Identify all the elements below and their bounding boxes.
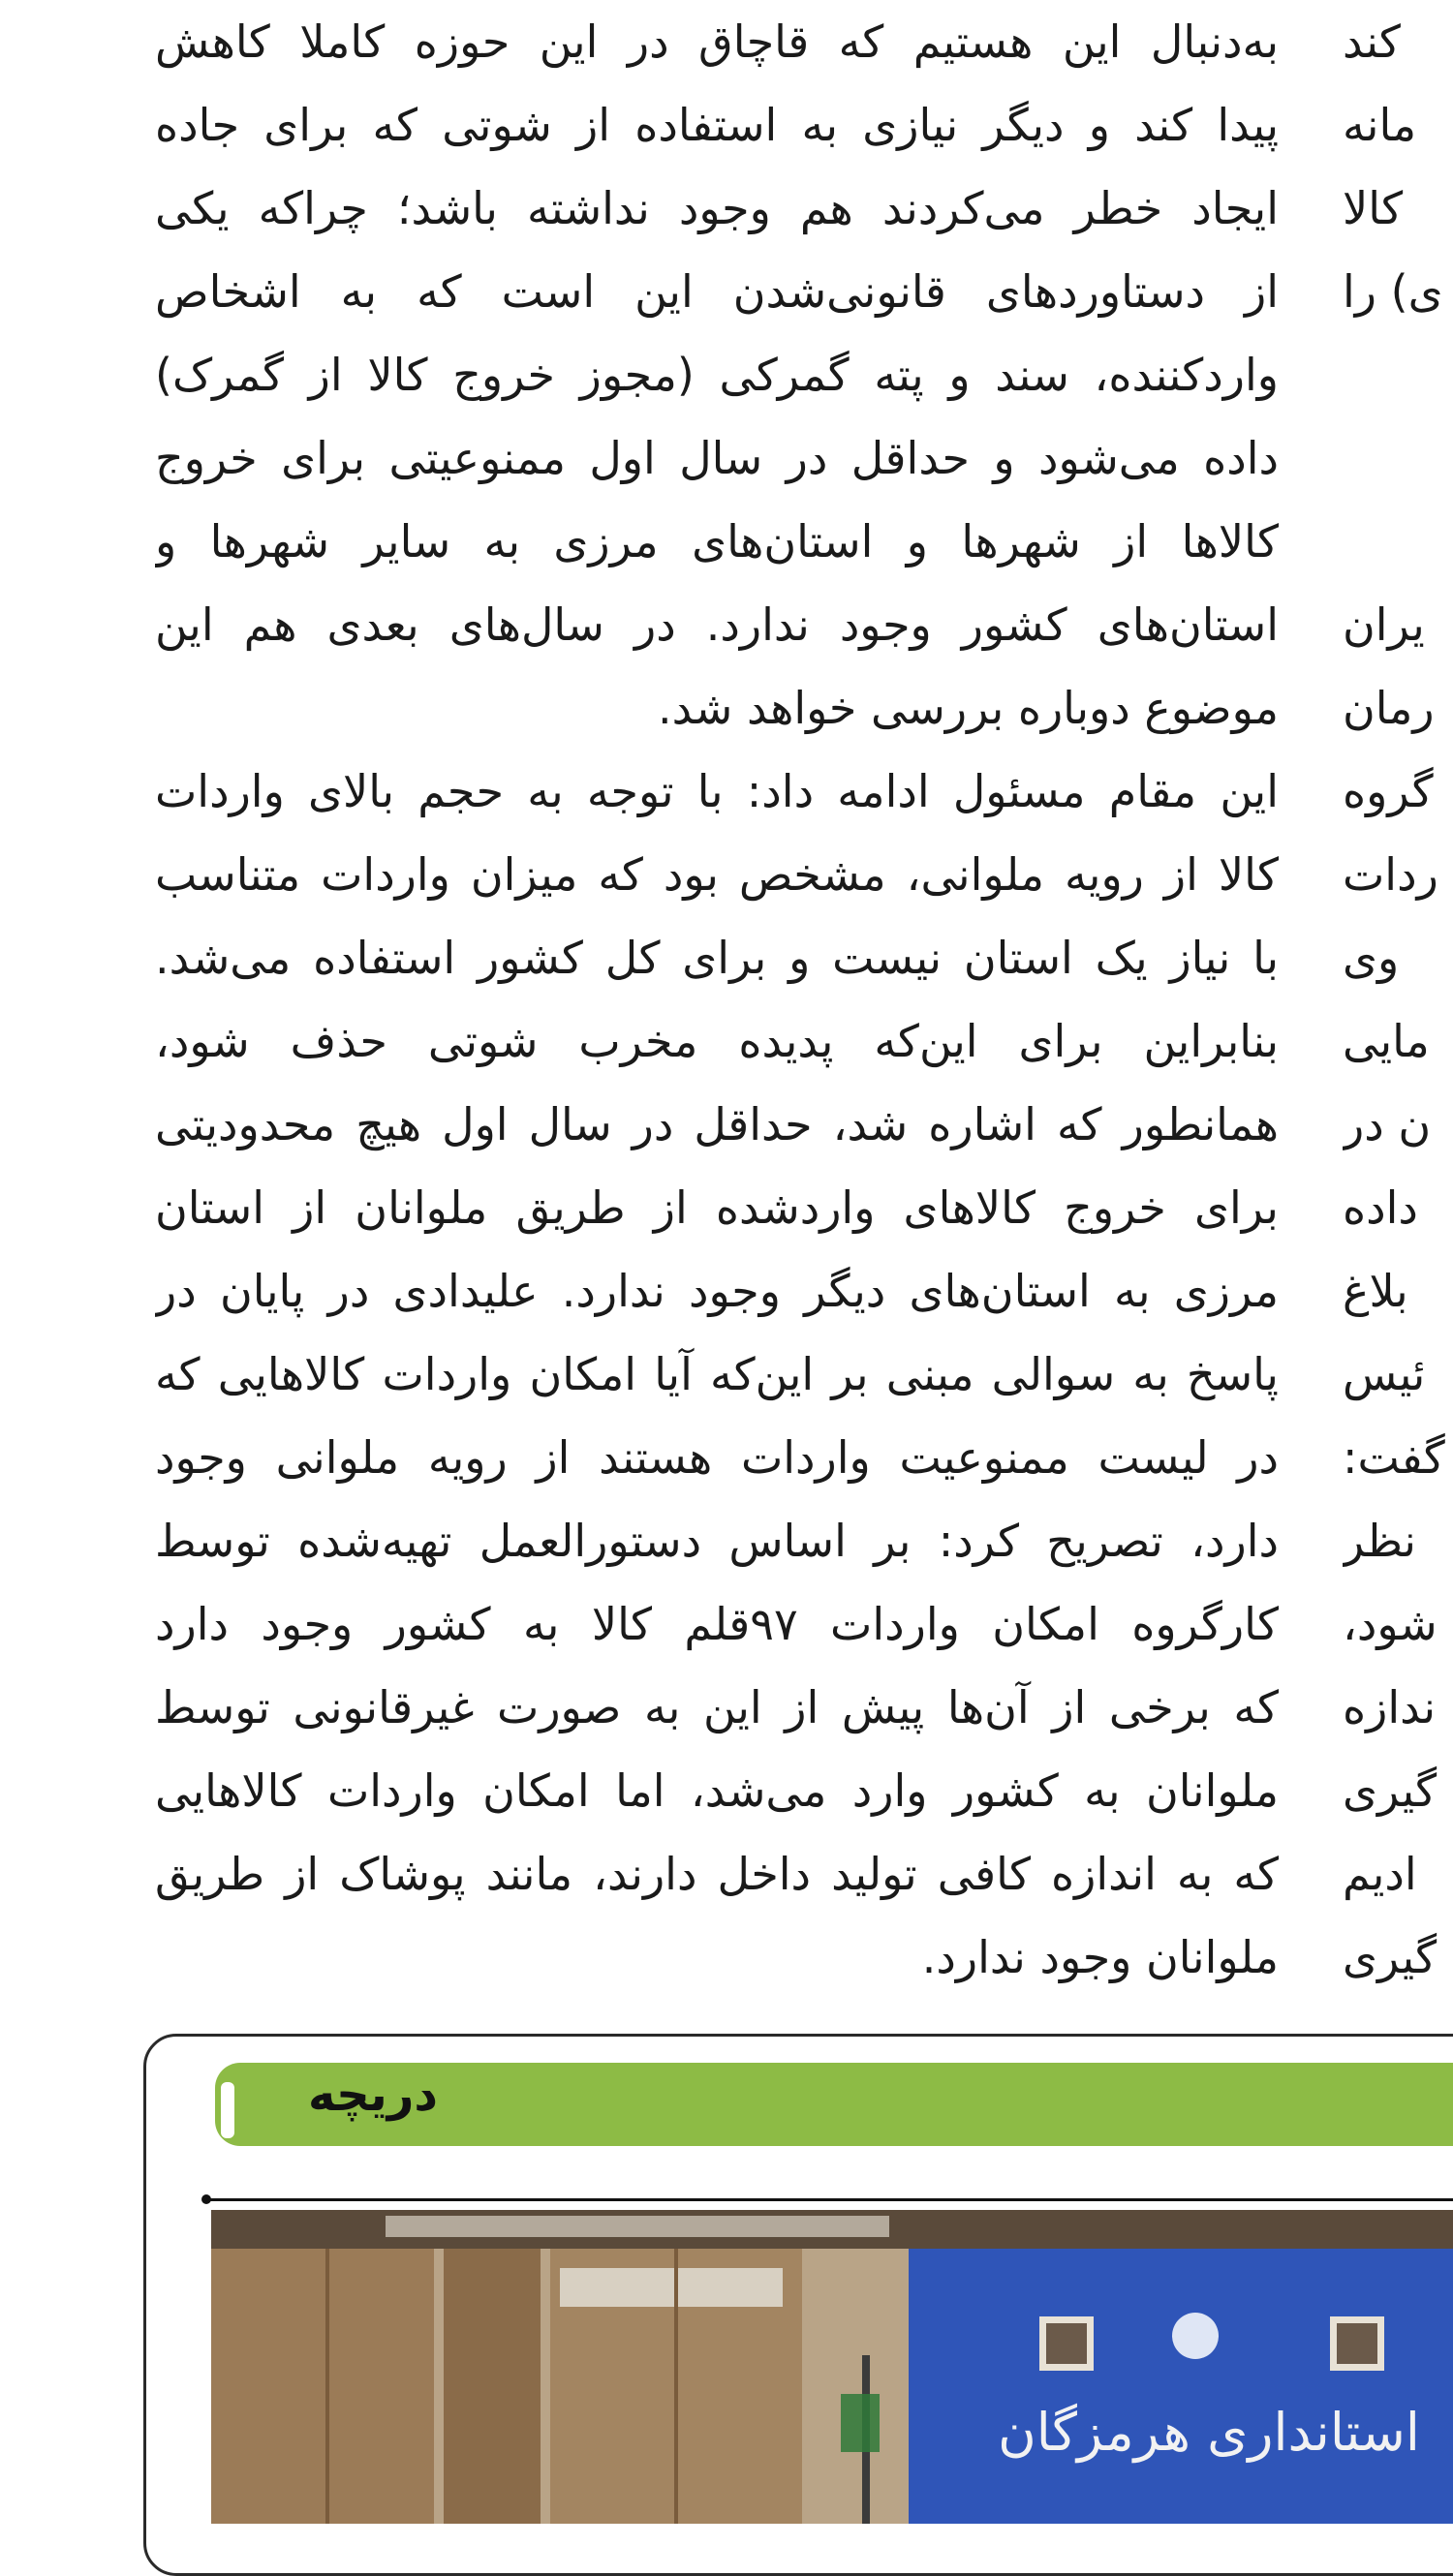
section-divider	[205, 2198, 1453, 2201]
column-fragment: گیری	[1343, 1764, 1438, 1817]
photo-portrait	[1337, 2323, 1377, 2364]
article-line: کالاها از شهرها و استان‌های مرزی به سایر شهرها و	[155, 515, 1279, 567]
photo-flag	[841, 2394, 880, 2452]
article-line: کالا از رویه ملوانی، مشخص بود که میزان واردات متناسب	[155, 848, 1279, 901]
column-fragment: ردات	[1343, 848, 1438, 901]
column-fragment: گیری	[1343, 1931, 1438, 1983]
column-fragment: وی	[1343, 932, 1400, 984]
sidebar-box-title: دریچه	[308, 2068, 438, 2122]
photo-blue-backdrop	[909, 2249, 1453, 2524]
article-line: پاسخ به سوالی مبنی بر این‌که آیا امکان واردات کالاهایی که	[155, 1348, 1279, 1400]
article-line: بنابراین برای این‌که پدیده مخرب شوتی حذف شود،	[155, 1015, 1279, 1067]
article-line: داده می‌شود و حداقل در سال اول ممنوعیتی برای خروج	[155, 432, 1279, 484]
column-fragment: گروه	[1343, 765, 1434, 817]
photo-ceiling-light	[386, 2216, 889, 2237]
column-fragment: ن در	[1343, 1098, 1432, 1150]
article-line: پیدا کند و دیگر نیازی به استفاده از شوتی که برای جاده	[155, 99, 1279, 151]
article-line: از دستاوردهای قانونی‌شدن این است که به اشخاص	[155, 265, 1279, 318]
article-line: مرزی به استان‌های دیگر وجود ندارد. علیدادی در پایان در	[155, 1265, 1279, 1317]
photo-portrait	[1046, 2323, 1087, 2364]
photo-sign-text: استانداری هرمزگان	[998, 2402, 1420, 2463]
photo-emblem	[1172, 2313, 1219, 2359]
article-main-column	[155, 0, 1279, 1999]
article-line: واردکننده، سند و پته گمرکی (مجوز خروج کالا از گمرک)	[155, 349, 1279, 401]
article-line: موضوع دوباره بررسی خواهد شد.	[658, 682, 1279, 734]
news-photo	[211, 2210, 1453, 2524]
column-fragment: مایی	[1343, 1015, 1430, 1067]
article-line: این مقام مسئول ادامه داد: با توجه به حجم بالای واردات	[155, 765, 1279, 817]
column-fragment: ی) را	[1343, 265, 1443, 318]
article-line: ملوانان به کشور وارد می‌شد، اما امکان واردات کالاهایی	[155, 1764, 1279, 1817]
column-fragment: بلاغ	[1343, 1265, 1408, 1317]
article-line: در لیست ممنوعیت واردات هستند از رویه ملوانی وجود	[155, 1431, 1279, 1484]
article-line: به‌دنبال این هستیم که قاچاق در این حوزه کاملا کاهش	[155, 15, 1279, 68]
article-line: همانطور که اشاره شد، حداقل در سال اول هیچ محدودیتی	[155, 1098, 1279, 1150]
article-line: کارگروه امکان واردات ۹۷قلم کالا به کشور وجود دارد	[155, 1598, 1279, 1650]
column-fragment: گفت:	[1343, 1431, 1445, 1484]
banner-notch	[221, 2082, 234, 2138]
column-fragment: یران	[1343, 598, 1425, 651]
column-fragment: داده	[1343, 1181, 1418, 1234]
article-line: برای خروج کالاهای واردشده از طریق ملوانان از استان	[155, 1181, 1279, 1234]
column-fragment: نظر	[1343, 1515, 1416, 1567]
article-line: دارد، تصریح کرد: بر اساس دستورالعمل تهیه‌شده توسط	[155, 1515, 1279, 1567]
photo-wood-panel	[444, 2249, 541, 2524]
column-fragment: ئیس	[1343, 1348, 1426, 1400]
article-line: با نیاز یک استان نیست و برای کل کشور استفاده می‌شد.	[155, 932, 1279, 984]
column-fragment: مانه	[1343, 99, 1417, 151]
column-fragment: کالا	[1343, 182, 1404, 234]
column-fragment: رمان	[1343, 682, 1435, 734]
column-fragment: کند	[1343, 15, 1401, 68]
article-line: ایجاد خطر می‌کردند هم وجود نداشته باشد؛ چراکه یکی	[155, 182, 1279, 234]
photo-wood-panel	[211, 2249, 434, 2524]
photo-wall-light	[560, 2268, 783, 2307]
article-line: که برخی از آن‌ها پیش از این به صورت غیرقانونی توسط	[155, 1681, 1279, 1733]
article-line: استان‌های کشور وجود ندارد. در سال‌های بعدی هم این	[155, 598, 1279, 651]
article-line: که به اندازه کافی تولید داخل دارند، مانند پوشاک از طریق	[155, 1848, 1279, 1900]
column-fragment: شود،	[1343, 1598, 1438, 1650]
article-line: ملوانان وجود ندارد.	[921, 1931, 1279, 1983]
column-fragment: ندازه	[1343, 1681, 1437, 1733]
column-fragment: ادیم	[1343, 1848, 1417, 1900]
